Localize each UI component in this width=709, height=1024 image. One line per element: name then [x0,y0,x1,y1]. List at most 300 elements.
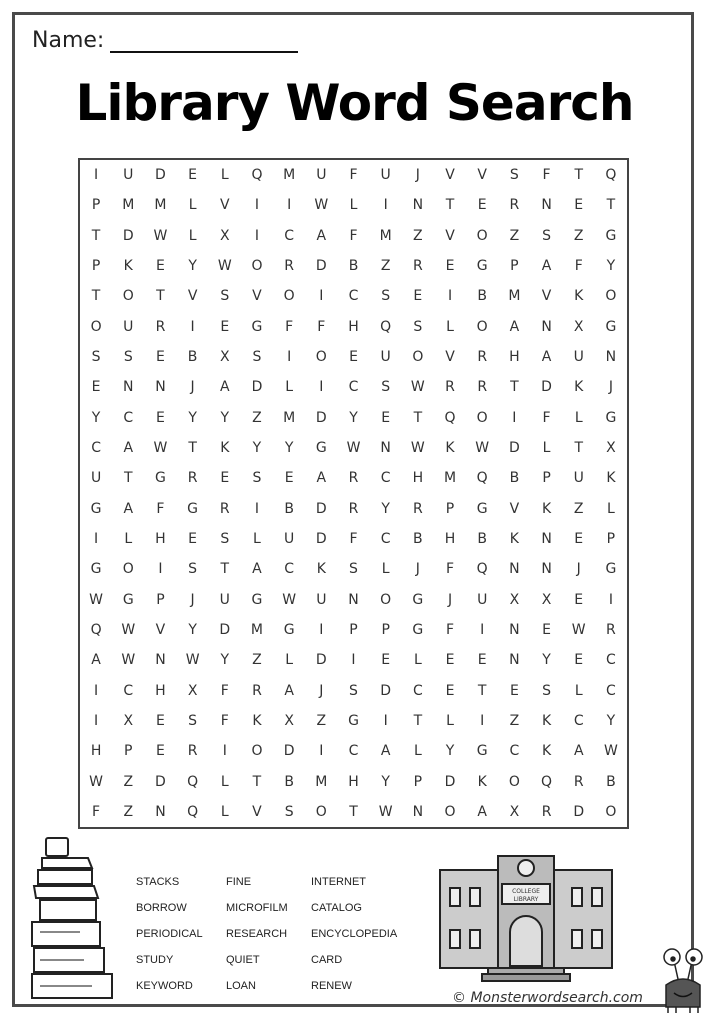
grid-cell[interactable]: X [573,318,584,335]
grid-cell[interactable]: I [94,167,99,184]
grid-cell[interactable]: R [284,258,294,275]
grid-cell[interactable]: E [445,652,455,669]
grid-cell[interactable]: Y [188,621,197,638]
grid-cell[interactable]: Q [187,803,199,820]
grid-cell[interactable]: H [348,773,359,790]
grid-cell[interactable]: O [122,561,134,578]
grid-cell[interactable]: B [187,349,198,366]
grid-cell[interactable]: F [445,561,455,578]
grid-cell[interactable]: E [156,409,165,426]
grid-cell[interactable]: J [576,561,581,578]
grid-cell[interactable]: S [381,288,391,305]
grid-cell[interactable]: C [348,379,359,396]
grid-cell[interactable]: T [91,288,101,305]
grid-cell[interactable]: L [124,530,133,547]
grid-cell[interactable]: O [251,258,263,275]
grid-cell[interactable]: R [477,379,488,396]
grid-cell[interactable]: Y [606,258,616,275]
grid-cell[interactable]: E [574,530,584,547]
grid-cell[interactable]: W [121,652,136,669]
grid-cell[interactable]: Y [220,409,230,426]
grid-cell[interactable]: I [480,621,485,638]
grid-cell[interactable]: L [220,803,229,820]
grid-cell[interactable]: L [574,682,583,699]
grid-cell[interactable]: V [541,288,552,305]
grid-cell[interactable]: R [219,500,230,517]
grid-cell[interactable]: M [250,621,263,638]
grid-cell[interactable]: K [574,379,584,396]
grid-cell[interactable]: Z [123,773,134,790]
grid-cell[interactable]: Q [380,318,392,335]
grid-cell[interactable]: C [348,743,359,760]
grid-cell[interactable]: Y [220,652,230,669]
grid-cell[interactable]: A [541,349,552,366]
grid-cell[interactable]: E [220,318,230,335]
grid-cell[interactable]: D [219,621,231,638]
grid-cell[interactable]: K [606,470,616,487]
grid-cell[interactable]: V [155,621,166,638]
grid-cell[interactable]: U [477,591,488,608]
grid-cell[interactable]: Y [252,440,262,457]
grid-cell[interactable]: S [220,530,230,547]
grid-cell[interactable]: E [477,197,487,214]
grid-cell[interactable]: K [541,743,552,760]
grid-cell[interactable]: V [220,197,230,214]
grid-cell[interactable]: R [412,258,423,275]
grid-cell[interactable]: L [188,227,197,244]
grid-cell[interactable]: W [153,227,168,244]
grid-cell[interactable]: Y [606,712,616,729]
grid-cell[interactable]: W [410,440,425,457]
grid-cell[interactable]: E [91,379,101,396]
grid-cell[interactable]: Z [509,227,520,244]
grid-cell[interactable]: A [316,470,327,487]
grid-cell[interactable]: Q [605,167,617,184]
grid-cell[interactable]: E [381,409,391,426]
grid-cell[interactable]: T [156,288,165,305]
grid-cell[interactable]: I [512,409,517,426]
grid-cell[interactable]: U [573,470,584,487]
grid-cell[interactable]: L [253,530,261,547]
grid-cell[interactable]: T [220,561,230,578]
grid-cell[interactable]: J [319,682,324,699]
grid-cell[interactable]: R [187,743,198,760]
grid-cell[interactable]: N [509,561,520,578]
grid-cell[interactable]: N [509,621,520,638]
grid-cell[interactable]: Z [573,227,584,244]
grid-cell[interactable]: O [476,227,488,244]
grid-cell[interactable]: U [316,591,327,608]
grid-cell[interactable]: A [573,743,584,760]
grid-cell[interactable]: C [380,470,391,487]
grid-cell[interactable]: G [605,318,617,335]
grid-cell[interactable]: T [574,167,583,184]
grid-cell[interactable]: D [315,500,327,517]
grid-cell[interactable]: N [509,652,520,669]
grid-cell[interactable]: X [284,712,294,729]
grid-cell[interactable]: D [315,652,327,669]
grid-cell[interactable]: T [477,682,487,699]
grid-cell[interactable]: Y [188,258,197,275]
grid-cell[interactable]: P [156,591,165,608]
grid-cell[interactable]: I [190,318,195,335]
grid-cell[interactable]: N [155,803,166,820]
grid-cell[interactable]: P [445,500,455,517]
grid-cell[interactable]: O [251,743,263,760]
grid-cell[interactable]: Y [381,500,390,517]
grid-cell[interactable]: M [315,773,328,790]
grid-cell[interactable]: S [91,349,101,366]
grid-cell[interactable]: A [284,682,294,699]
grid-cell[interactable]: D [155,773,166,790]
grid-cell[interactable]: Q [444,409,456,426]
grid-cell[interactable]: E [574,197,584,214]
grid-cell[interactable]: R [606,621,616,638]
grid-cell[interactable]: D [508,440,520,457]
grid-cell[interactable]: H [412,470,424,487]
grid-cell[interactable]: J [190,379,195,396]
grid-cell[interactable]: D [541,379,552,396]
grid-cell[interactable]: E [220,470,230,487]
grid-cell[interactable]: N [123,379,134,396]
grid-cell[interactable]: V [445,349,455,366]
grid-cell[interactable]: K [445,440,455,457]
grid-cell[interactable]: G [348,712,359,729]
grid-cell[interactable]: C [509,743,520,760]
grid-cell[interactable]: L [188,197,197,214]
grid-cell[interactable]: I [94,682,99,699]
grid-cell[interactable]: B [284,773,294,790]
grid-cell[interactable]: F [156,500,165,517]
grid-cell[interactable]: T [606,197,616,214]
grid-cell[interactable]: T [91,227,101,244]
grid-cell[interactable]: S [284,803,294,820]
grid-cell[interactable]: A [380,743,391,760]
grid-cell[interactable]: W [217,258,232,275]
grid-cell[interactable]: U [380,349,391,366]
grid-cell[interactable]: N [412,803,424,820]
grid-cell[interactable]: I [94,712,99,729]
grid-cell[interactable]: N [541,561,552,578]
grid-cell[interactable]: G [605,409,617,426]
grid-cell[interactable]: B [348,258,359,275]
grid-cell[interactable]: I [383,197,388,214]
grid-cell[interactable]: S [252,349,262,366]
grid-cell[interactable]: O [90,318,102,335]
grid-cell[interactable]: A [220,379,230,396]
grid-cell[interactable]: I [158,561,163,578]
grid-cell[interactable]: R [412,500,423,517]
grid-cell[interactable]: H [444,530,456,547]
grid-cell[interactable]: L [220,773,229,790]
grid-cell[interactable]: Z [380,258,391,275]
grid-cell[interactable]: G [605,561,617,578]
grid-cell[interactable]: L [413,652,422,669]
grid-cell[interactable]: G [476,743,488,760]
grid-cell[interactable]: A [91,652,101,669]
grid-cell[interactable]: L [349,197,358,214]
grid-cell[interactable]: X [219,227,230,244]
grid-cell[interactable]: G [315,440,327,457]
grid-cell[interactable]: X [187,682,198,699]
grid-cell[interactable]: J [415,167,420,184]
grid-cell[interactable]: F [542,167,551,184]
grid-cell[interactable]: L [607,500,615,517]
grid-cell[interactable]: M [443,470,457,487]
grid-cell[interactable]: X [541,591,552,608]
grid-cell[interactable]: V [509,500,520,517]
grid-cell[interactable]: X [509,591,520,608]
grid-cell[interactable]: G [412,591,424,608]
grid-cell[interactable]: Q [476,561,488,578]
grid-cell[interactable]: O [476,409,488,426]
grid-cell[interactable]: J [190,591,195,608]
grid-cell[interactable]: W [603,743,618,760]
grid-cell[interactable]: R [155,318,166,335]
grid-cell[interactable]: N [380,440,391,457]
grid-cell[interactable]: S [349,682,358,699]
grid-cell[interactable]: S [188,712,198,729]
grid-cell[interactable]: L [542,440,551,457]
grid-cell[interactable]: Y [188,409,197,426]
grid-cell[interactable]: U [123,167,134,184]
grid-cell[interactable]: Z [509,712,520,729]
grid-cell[interactable]: O [476,318,488,335]
grid-cell[interactable]: F [349,227,358,244]
grid-cell[interactable]: I [254,197,260,214]
grid-cell[interactable]: F [285,318,294,335]
grid-cell[interactable]: C [284,561,295,578]
grid-cell[interactable]: I [319,379,324,396]
grid-cell[interactable]: M [379,227,392,244]
grid-cell[interactable]: G [476,500,488,517]
grid-cell[interactable]: U [90,470,102,487]
grid-cell[interactable]: W [282,591,297,608]
grid-cell[interactable]: E [413,288,423,305]
grid-cell[interactable]: F [542,409,551,426]
grid-cell[interactable]: H [509,349,520,366]
grid-cell[interactable]: H [155,682,166,699]
grid-cell[interactable]: A [123,500,134,517]
grid-cell[interactable]: B [413,530,423,547]
grid-cell[interactable]: G [605,227,617,244]
grid-cell[interactable]: W [89,591,103,608]
grid-cell[interactable]: S [252,470,262,487]
grid-cell[interactable]: D [573,803,585,820]
grid-cell[interactable]: C [123,682,134,699]
grid-cell[interactable]: V [445,227,455,244]
grid-cell[interactable]: F [220,712,229,729]
grid-cell[interactable]: G [283,621,295,638]
grid-cell[interactable]: E [445,258,455,275]
grid-cell[interactable]: M [154,197,167,214]
grid-cell[interactable]: A [123,440,134,457]
grid-cell[interactable]: Y [91,409,101,426]
grid-cell[interactable]: W [475,440,490,457]
grid-cell[interactable]: W [314,197,329,214]
grid-cell[interactable]: N [155,379,166,396]
grid-cell[interactable]: N [541,318,552,335]
grid-cell[interactable]: D [380,682,392,699]
grid-cell[interactable]: L [285,652,294,669]
grid-cell[interactable]: E [542,621,551,638]
grid-cell[interactable]: S [220,288,230,305]
grid-cell[interactable]: E [188,167,198,184]
grid-cell[interactable]: G [155,470,166,487]
grid-cell[interactable]: Z [123,803,134,820]
grid-cell[interactable]: W [571,621,586,638]
grid-cell[interactable]: E [156,258,165,275]
grid-cell[interactable]: B [477,288,487,305]
grid-cell[interactable]: E [349,349,358,366]
grid-cell[interactable]: G [122,591,134,608]
grid-cell[interactable]: O [122,288,134,305]
grid-cell[interactable]: P [381,621,390,638]
grid-cell[interactable]: F [92,803,101,820]
grid-cell[interactable]: X [219,349,230,366]
grid-cell[interactable]: H [155,530,166,547]
grid-cell[interactable]: N [155,652,166,669]
grid-cell[interactable]: T [510,379,519,396]
grid-cell[interactable]: S [188,561,198,578]
grid-cell[interactable]: I [480,712,485,729]
grid-cell[interactable]: P [91,258,101,275]
grid-cell[interactable]: W [346,440,361,457]
grid-cell[interactable]: Z [252,409,262,426]
grid-cell[interactable]: J [415,561,420,578]
grid-cell[interactable]: C [380,530,391,547]
grid-cell[interactable]: A [252,561,262,578]
grid-cell[interactable]: C [606,652,616,669]
grid-cell[interactable]: H [90,743,102,760]
grid-cell[interactable]: P [606,530,616,547]
grid-cell[interactable]: L [285,379,294,396]
grid-cell[interactable]: X [123,712,134,729]
grid-cell[interactable]: W [185,652,200,669]
grid-cell[interactable]: E [284,470,294,487]
grid-cell[interactable]: E [509,682,519,699]
grid-cell[interactable]: E [574,591,584,608]
grid-cell[interactable]: P [124,743,133,760]
grid-cell[interactable]: C [284,227,295,244]
grid-cell[interactable]: R [541,803,552,820]
grid-cell[interactable]: R [445,379,455,396]
grid-cell[interactable]: E [477,652,487,669]
grid-cell[interactable]: N [541,197,552,214]
grid-cell[interactable]: E [156,349,165,366]
grid-cell[interactable]: R [348,500,359,517]
grid-cell[interactable]: F [317,318,326,335]
grid-cell[interactable]: K [541,500,552,517]
grid-cell[interactable]: P [91,197,101,214]
grid-cell[interactable]: U [380,167,391,184]
grid-cell[interactable]: E [188,530,198,547]
grid-cell[interactable]: O [508,773,520,790]
grid-cell[interactable]: E [574,652,584,669]
grid-cell[interactable]: D [315,409,327,426]
grid-cell[interactable]: B [606,773,616,790]
grid-cell[interactable]: Q [90,621,102,638]
grid-cell[interactable]: R [187,470,198,487]
grid-cell[interactable]: I [351,652,356,669]
grid-cell[interactable]: D [315,530,327,547]
grid-cell[interactable]: R [509,197,520,214]
grid-cell[interactable]: E [156,743,165,760]
grid-cell[interactable]: C [91,440,101,457]
grid-cell[interactable]: G [412,621,424,638]
grid-cell[interactable]: I [319,288,324,305]
grid-cell[interactable]: I [608,591,613,608]
grid-cell[interactable]: W [121,621,136,638]
grid-cell[interactable]: T [413,712,423,729]
grid-cell[interactable]: A [477,803,487,820]
grid-cell[interactable]: Z [413,227,423,244]
grid-cell[interactable]: S [349,561,358,578]
grid-cell[interactable]: O [315,803,327,820]
grid-cell[interactable]: S [509,167,519,184]
grid-cell[interactable]: Y [445,743,455,760]
grid-cell[interactable]: Y [381,773,390,790]
grid-cell[interactable]: O [283,288,295,305]
grid-cell[interactable]: E [156,712,165,729]
grid-cell[interactable]: E [445,682,455,699]
grid-cell[interactable]: D [155,167,166,184]
grid-cell[interactable]: U [573,349,584,366]
grid-cell[interactable]: I [254,500,260,517]
grid-cell[interactable]: V [252,288,262,305]
grid-cell[interactable]: K [509,530,519,547]
grid-cell[interactable]: C [573,712,584,729]
grid-cell[interactable]: T [413,409,423,426]
grid-cell[interactable]: S [123,349,133,366]
grid-cell[interactable]: K [541,712,552,729]
grid-cell[interactable]: I [94,530,99,547]
grid-cell[interactable]: D [251,379,263,396]
grid-cell[interactable]: I [319,621,324,638]
grid-cell[interactable]: J [447,591,453,608]
grid-cell[interactable]: S [542,682,551,699]
grid-cell[interactable]: T [574,440,583,457]
grid-cell[interactable]: Q [541,773,553,790]
grid-cell[interactable]: N [541,530,552,547]
grid-cell[interactable]: L [381,561,390,578]
grid-cell[interactable]: L [446,712,454,729]
grid-cell[interactable]: I [287,349,292,366]
grid-cell[interactable]: L [446,318,454,335]
grid-cell[interactable]: C [412,682,423,699]
grid-cell[interactable]: U [123,318,134,335]
grid-cell[interactable]: Q [187,773,199,790]
grid-cell[interactable]: R [252,682,262,699]
grid-cell[interactable]: M [283,167,296,184]
grid-cell[interactable]: C [123,409,134,426]
grid-cell[interactable]: K [123,258,133,275]
grid-cell[interactable]: R [573,773,584,790]
grid-cell[interactable]: O [605,803,617,820]
grid-cell[interactable]: G [476,258,488,275]
grid-cell[interactable]: U [284,530,295,547]
grid-cell[interactable]: W [153,440,168,457]
grid-cell[interactable]: R [477,349,488,366]
grid-cell[interactable]: T [349,803,358,820]
grid-cell[interactable]: U [316,167,327,184]
grid-cell[interactable]: D [122,227,134,244]
grid-cell[interactable]: L [220,167,229,184]
grid-cell[interactable]: B [509,470,520,487]
grid-cell[interactable]: A [541,258,552,275]
grid-cell[interactable]: S [413,318,423,335]
grid-cell[interactable]: T [252,773,262,790]
